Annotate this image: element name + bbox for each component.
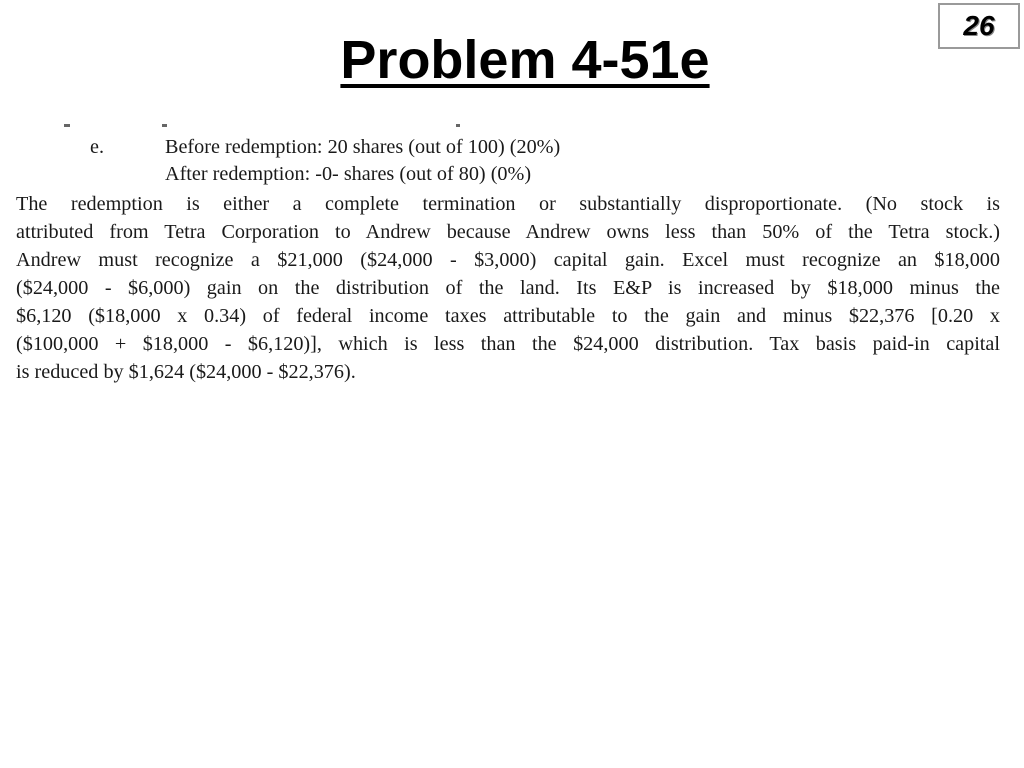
scan-mark xyxy=(64,124,70,127)
paragraph-line: $6,120 ($18,000 x 0.34) of federal income taxes attributable to the gain and minus $22,376 [0.20 x xyxy=(16,305,1000,327)
slide-title-text: Problem 4-51e xyxy=(340,30,710,90)
slide-title xyxy=(0,28,1024,92)
scan-mark xyxy=(456,124,460,127)
paragraph-line: The redemption is either a complete termination or substantially disproportionate. (No stock is xyxy=(16,193,1000,215)
paragraph-line: Andrew must recognize a $21,000 ($24,000 - $3,000) capital gain. Excel must recognize an $18,000 xyxy=(16,249,1000,271)
slide-number: 26 xyxy=(963,10,995,41)
after-redemption-line: After redemption: -0- shares (out of 80) (0%) xyxy=(165,163,532,185)
paragraph-line: attributed from Tetra Corporation to Andrew because Andrew owns less than 50% of the Tetra stock.) xyxy=(16,221,1000,243)
item-label: e. xyxy=(90,136,105,158)
paragraph-line: ($100,000 + $18,000 - $6,120)], which is less than the $24,000 distribution. Tax basis paid-in capital xyxy=(16,333,1000,355)
scan-mark xyxy=(162,124,167,127)
before-redemption-line: Before redemption: 20 shares (out of 100) (20%) xyxy=(165,136,561,158)
paragraph-line: is reduced by $1,624 ($24,000 - $22,376). xyxy=(16,361,356,383)
scan-artifact-marks xyxy=(60,124,480,132)
paragraph-line: ($24,000 - $6,000) gain on the distribution of the land. Its E&P is increased by $18,000 minus the xyxy=(16,277,1000,299)
